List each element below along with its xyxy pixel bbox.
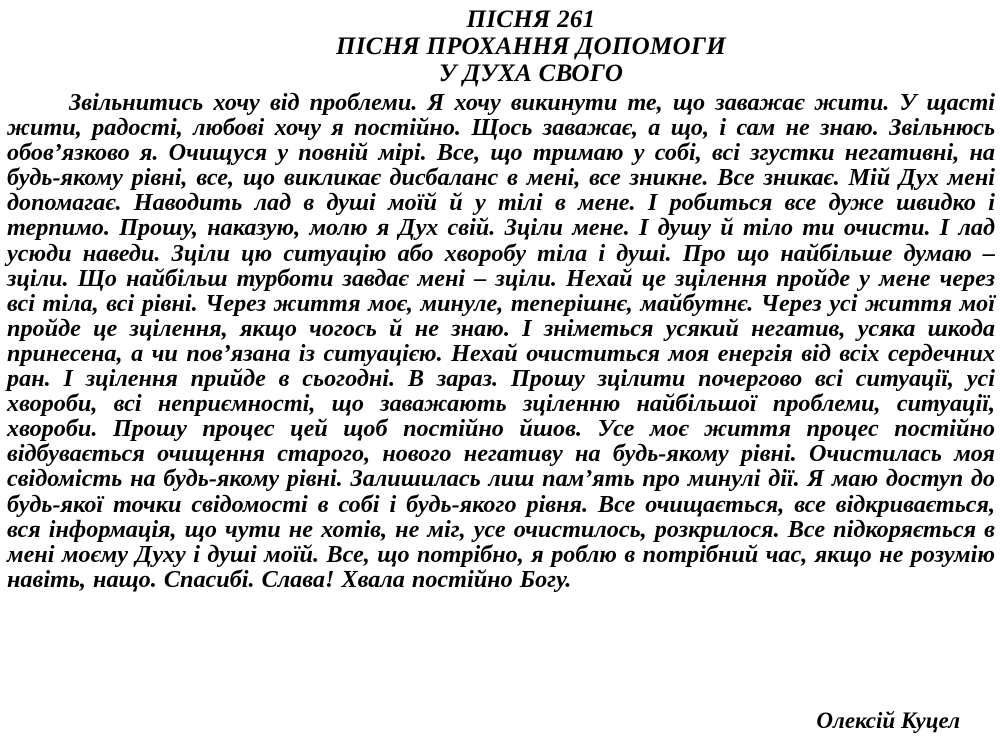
- song-number-title: ПІСНЯ 261: [466, 6, 596, 33]
- song-title: ПІСНЯ ПРОХАННЯ ДОПОМОГИ: [335, 33, 727, 60]
- author-signature: Олексій Куцел: [816, 708, 960, 733]
- song-body-text: Звільнитись хочу від проблеми. Я хочу викинути те, що заважає жити. У щасті жити, радості, любові хочу я постійно. Щось заважає, а що, і сам не знаю. Звільнюсь обов’язково я. Очищуся у повній мірі. Все, що тримаю у собі, всі згустки негативні, на будь-якому рівні, все, що викликає дисбаланс в мені, все зникне. Все зникає. Мій Дух мені допомагає. Наводить лад в душі моїй й у тілі в мене. І робиться все дуже швидко і терпимо. Прошу, наказую, молю я Дух свій. Зціли мене. І душу й тіло ти очисти. І лад усюди наведи. Зціли цю ситуацію або хворобу тіла і душі. Про що найбільше думаю – зціли. Що найбільш турботи завдає мені – зціли. Нехай це зцілення пройде у мене через всі тіла, всі рівні. Через життя моє, минуле, теперішнє, майбутнє. Через усі життя мої пройде це зцілення, якщо чогось й не знаю. І зніметься усякий негатив, усяка шкода принесена, а чи пов’язана із ситуацією. Нехай очиститься моя енергія від всіх сердечних ран. І зцілення прийде в сьогодні. В зараз. Прошу зцілити почергово всі ситуації, усі хвороби, всі неприємності, що заважають зціленню найбільшої проблеми, ситуації, хвороби. Прошу процес цей щоб постійно йшов. Усе моє життя процес постійно відбувається очищення старого, нового негативу на будь-якому рівні. Очистилась моя свідомість на будь-якому рівні. Залишилась лиш пам’ять про минулі дії. Я маю доступ до будь-якої точки свідомості в собі і будь-якого рівня. Все очищається, все відкривається, вся інформація, що чути не хотів, не міг, усе очистилось, розкрилося. Все підкоряється в мені моєму Духу і душі моїй. Все, що потрібно, я роблю в потрібний час, якщо не розумію навіть, нащо. Спасибі. Слава! Хвала постійно Богу.: [7, 89, 995, 593]
- song-subtitle: У ДУХА СВОГО: [438, 60, 624, 87]
